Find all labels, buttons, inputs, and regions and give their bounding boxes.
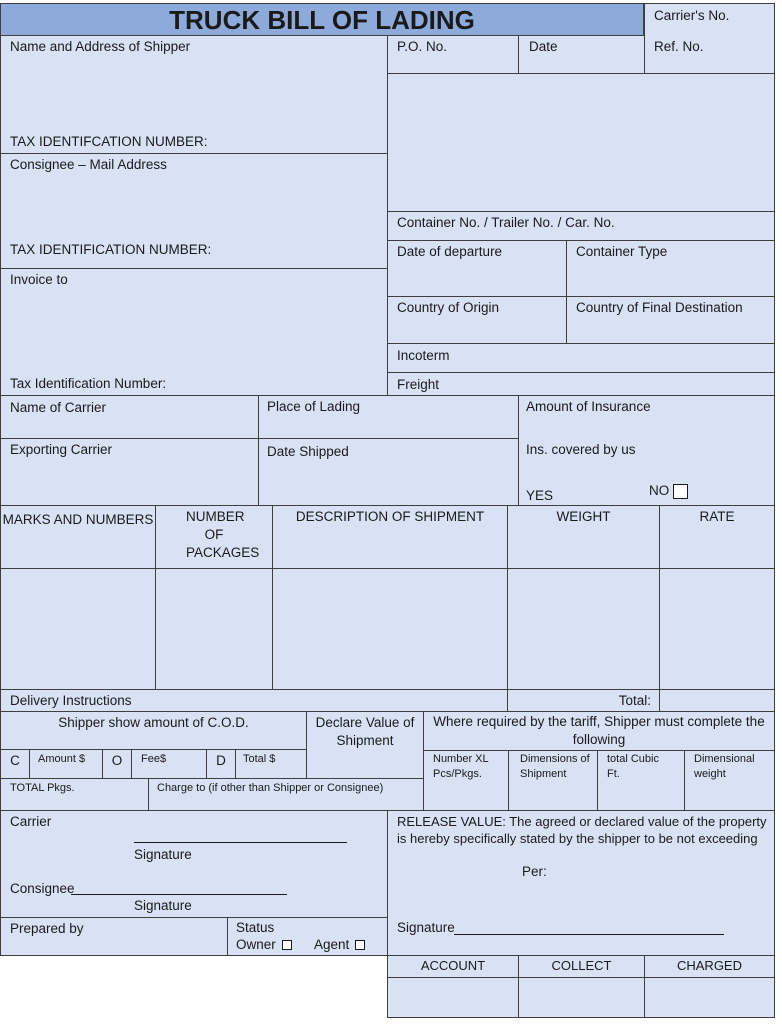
status-agent-option[interactable] xyxy=(314,936,365,954)
consignee-signature-line[interactable] xyxy=(71,894,287,895)
carriers-no-field[interactable] xyxy=(644,3,775,74)
charge-to-label: Charge to (if other than Shipper or Consignee) xyxy=(157,782,384,794)
exporting-carrier-label: Exporting Carrier xyxy=(10,442,113,457)
account-header xyxy=(387,955,519,978)
charged-value-field[interactable] xyxy=(644,977,775,1018)
per-label: Per: xyxy=(522,864,547,879)
date-label: Date xyxy=(529,39,558,54)
cod-c-label: C xyxy=(10,753,20,768)
col-header-rate-label: RATE xyxy=(699,509,735,524)
collect-value-field[interactable] xyxy=(518,977,645,1018)
place-of-lading-field[interactable] xyxy=(258,395,519,439)
freight-label: Freight xyxy=(397,377,440,392)
container-no-field[interactable] xyxy=(387,211,775,241)
consignee-label: Consignee – Mail Address xyxy=(10,157,167,172)
carrier-sign-label: Carrier xyxy=(10,814,52,829)
col-header-packages xyxy=(155,505,273,569)
insurance-field[interactable] xyxy=(518,395,775,506)
cod-o-label-cell xyxy=(102,749,132,779)
destination-country-field[interactable] xyxy=(566,296,775,344)
col-header-description xyxy=(272,505,508,569)
cod-d-label: D xyxy=(216,753,226,768)
date-shipped-label: Date Shipped xyxy=(267,444,349,459)
total-value-field[interactable] xyxy=(659,689,775,712)
invoice-tax-label: Tax Identification Number: xyxy=(10,376,167,391)
consignee-sign-label: Consignee xyxy=(10,881,75,896)
exporting-carrier-field[interactable] xyxy=(0,438,259,506)
owner-label: Owner xyxy=(236,937,276,952)
release-signature-line[interactable] xyxy=(454,934,724,935)
agent-checkbox[interactable] xyxy=(355,940,365,950)
status-block xyxy=(227,917,388,956)
release-value-text: RELEASE VALUE: The agreed or declared value of the property is hereby specifically stated by the shipper to be not exceeding xyxy=(397,814,767,846)
number-xl-label: Number XL Pcs/Pkgs. xyxy=(433,753,489,780)
collect-label: COLLECT xyxy=(551,958,612,973)
charged-header xyxy=(644,955,775,978)
cod-amount-field[interactable] xyxy=(29,749,103,779)
place-of-lading-label: Place of Lading xyxy=(267,399,361,414)
carrier-name-label: Name of Carrier xyxy=(10,400,107,415)
insurance-no-option[interactable] xyxy=(649,482,688,500)
carrier-name-field[interactable] xyxy=(0,395,259,439)
delivery-instructions-field[interactable] xyxy=(0,689,508,712)
incoterm-field[interactable] xyxy=(387,343,775,373)
shipper-field[interactable] xyxy=(0,35,388,154)
departure-date-field[interactable] xyxy=(387,240,567,297)
goods-cell-weight[interactable] xyxy=(507,568,660,690)
col-header-packages-label: NUMBER OF PACKAGES xyxy=(186,509,260,560)
incoterm-label: Incoterm xyxy=(397,348,450,363)
prepared-by-field[interactable] xyxy=(0,917,228,956)
consignee-signature-caption: Signature xyxy=(134,898,192,913)
cod-c-label-cell xyxy=(0,749,30,779)
col-header-weight-label: WEIGHT xyxy=(556,509,611,524)
freight-field[interactable] xyxy=(387,372,775,396)
consignee-tax-label: TAX IDENTIFICATION NUMBER: xyxy=(10,242,212,257)
insurance-covered-label: Ins. covered by us xyxy=(526,442,636,457)
prepared-by-label: Prepared by xyxy=(10,921,84,936)
carrier-signature-block xyxy=(0,810,388,918)
number-xl-field[interactable] xyxy=(423,750,509,811)
cod-fee-field[interactable] xyxy=(131,749,207,779)
ref-no-label: Ref. No. xyxy=(654,39,704,54)
cod-title-cell xyxy=(0,711,307,750)
po-no-label: P.O. No. xyxy=(397,39,448,54)
account-label: ACCOUNT xyxy=(420,958,486,973)
origin-country-label: Country of Origin xyxy=(397,300,500,315)
insurance-no-label: NO xyxy=(649,483,670,498)
departure-date-label: Date of departure xyxy=(397,244,503,259)
col-header-rate xyxy=(659,505,775,569)
cod-title: Shipper show amount of C.O.D. xyxy=(58,715,249,730)
charge-to-field[interactable] xyxy=(148,778,424,811)
insurance-amount-label: Amount of Insurance xyxy=(526,399,651,414)
total-pkgs-label: TOTAL Pkgs. xyxy=(10,782,75,794)
total-cubic-field[interactable] xyxy=(597,750,685,811)
account-value-field[interactable] xyxy=(387,977,519,1018)
cod-fee-label: Fee$ xyxy=(141,753,167,765)
col-header-weight xyxy=(507,505,660,569)
dimensional-weight-field[interactable] xyxy=(684,750,775,811)
declare-value-label: Declare Value of Shipment xyxy=(315,715,415,748)
agent-label: Agent xyxy=(314,937,350,952)
blank-info-box[interactable] xyxy=(387,73,775,212)
date-shipped-field[interactable] xyxy=(258,438,519,506)
cod-amount-label: Amount $ xyxy=(38,753,86,765)
cod-d-label-cell xyxy=(206,749,236,779)
status-label: Status xyxy=(236,920,275,935)
date-field[interactable] xyxy=(518,35,645,74)
container-type-field[interactable] xyxy=(566,240,775,297)
container-type-label: Container Type xyxy=(576,244,668,259)
invoice-label: Invoice to xyxy=(10,272,68,287)
goods-cell-description[interactable] xyxy=(272,568,508,690)
dimensional-weight-label: Dimensional weight xyxy=(694,753,755,780)
release-value-block xyxy=(387,810,775,956)
page-title: TRUCK BILL OF LADING xyxy=(169,5,475,35)
status-owner-option[interactable] xyxy=(236,936,292,954)
shipper-tax-label: TAX IDENTIFCATION NUMBER: xyxy=(10,134,208,149)
release-signature-label: Signature xyxy=(397,920,455,935)
goods-cell-rate[interactable] xyxy=(659,568,775,690)
goods-cell-packages[interactable] xyxy=(155,568,273,690)
container-no-label: Container No. / Trailer No. / Car. No. xyxy=(397,215,615,230)
delivery-instructions-label: Delivery Instructions xyxy=(10,693,132,708)
declare-value-field[interactable] xyxy=(306,711,424,779)
invoice-field[interactable] xyxy=(0,268,388,396)
carriers-no-label: Carrier's No. xyxy=(654,8,730,23)
total-pkgs-field[interactable] xyxy=(0,778,149,811)
owner-checkbox[interactable] xyxy=(282,940,292,950)
col-header-marks xyxy=(0,505,156,569)
destination-country-label: Country of Final Destination xyxy=(576,300,743,315)
cod-o-label: O xyxy=(111,753,123,768)
total-label: Total: xyxy=(618,693,651,708)
total-cubic-label: total Cubic Ft. xyxy=(607,753,659,780)
title-bar xyxy=(0,3,644,36)
cod-total-field[interactable] xyxy=(235,749,307,779)
cod-total-label: Total $ xyxy=(243,753,276,765)
total-label-cell xyxy=(507,689,660,712)
tariff-note: Where required by the tariff, Shipper must complete the following xyxy=(433,714,765,747)
col-header-marks-label: MARKS AND NUMBERS xyxy=(2,512,154,527)
tariff-note-cell xyxy=(423,711,775,751)
origin-country-field[interactable] xyxy=(387,296,567,344)
insurance-no-checkbox[interactable] xyxy=(673,484,688,499)
shipper-label: Name and Address of Shipper xyxy=(10,39,191,54)
dimensions-label: Dimensions of Shipment xyxy=(520,753,590,780)
carrier-signature-line[interactable] xyxy=(134,842,347,843)
collect-header xyxy=(518,955,645,978)
consignee-field[interactable] xyxy=(0,153,388,269)
charged-label: CHARGED xyxy=(676,958,742,973)
insurance-yes-label: YES xyxy=(526,488,554,503)
carrier-signature-caption: Signature xyxy=(134,847,192,862)
col-header-description-label: DESCRIPTION OF SHIPMENT xyxy=(295,509,485,524)
goods-cell-marks[interactable] xyxy=(0,568,156,690)
dimensions-field[interactable] xyxy=(508,750,598,811)
po-no-field[interactable] xyxy=(387,35,519,74)
